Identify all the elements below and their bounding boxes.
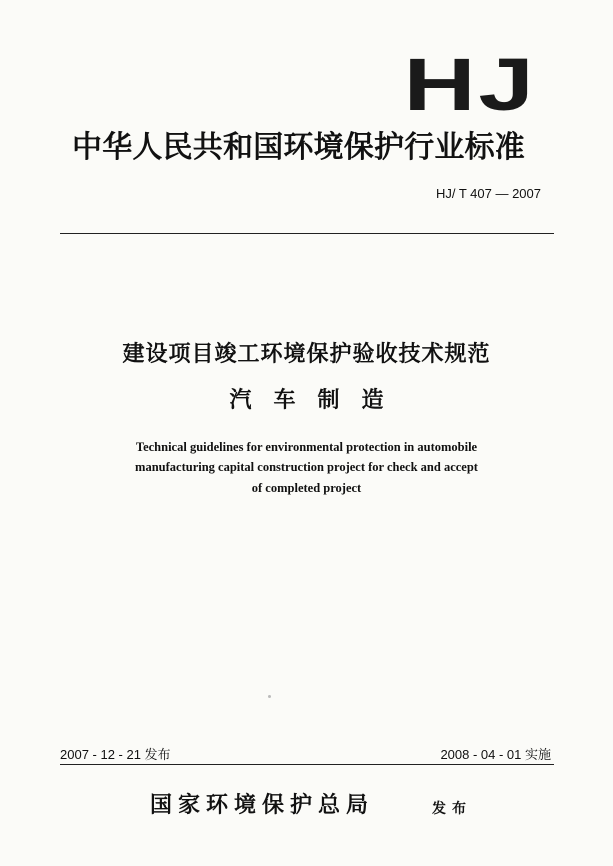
standard-number: HJ/ T 407 — 2007 [435,186,541,201]
title-chinese-line1: 建设项目竣工环境保护验收技术规范 [122,342,491,367]
bottom-divider [60,764,554,765]
org-title: 中华人民共和国环境保护行业标准 [72,130,525,165]
title-english-line2: manufacturing capital construction project for check and accept [135,460,478,474]
title-english-line3: of completed project [251,481,362,495]
scan-speck [268,695,271,698]
issue-date: 2007 - 12 - 21 发布 [60,747,171,762]
publisher-name: 国家环境保护总局 [150,792,375,818]
top-divider [60,233,554,234]
publish-label: 发布 [432,801,472,817]
hj-logo: HJ [403,43,537,126]
implementation-date: 2008 - 04 - 01 实施 [440,747,551,762]
title-chinese-line2: 汽车制造 [229,388,406,413]
title-english-line1: Technical guidelines for environmental protection in automobile [135,440,478,454]
